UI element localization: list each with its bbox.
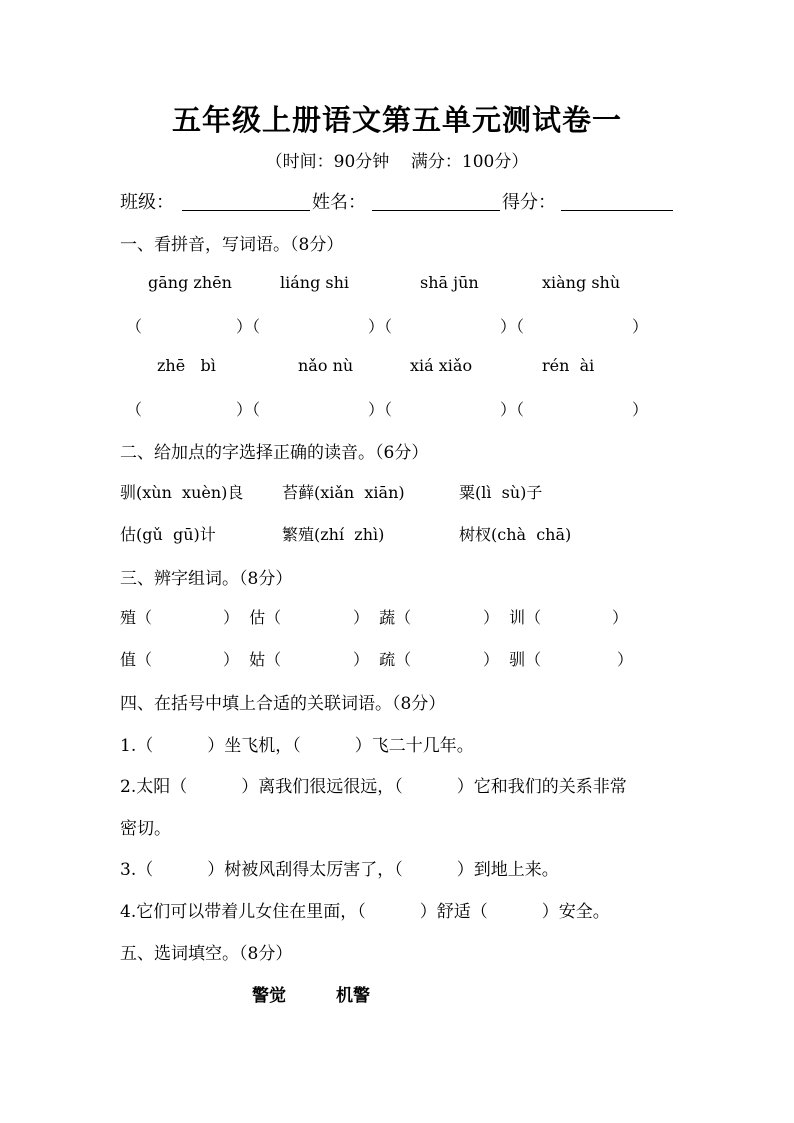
question-3: 3.（ ）树被风刮得太厉害了，（ ）到地上来。 <box>120 860 559 880</box>
word-group-item: ） <box>617 650 634 669</box>
reading-choice: 繁殖(zhí zhì) <box>282 525 385 544</box>
question-2-continued: 密切。 <box>120 819 171 839</box>
answer-bracket-join: ）（ <box>500 400 525 419</box>
pinyin-item: xiàng shù <box>542 273 621 292</box>
question-2: 2.太阳（ ）离我们很远很远，（ ）它和我们的关系非常 <box>120 777 627 797</box>
word-group-item: ） <box>612 608 629 627</box>
section1-heading: 一、看拼音，写词语。（8分） <box>120 235 344 255</box>
pinyin-item: xiá xiǎo <box>410 356 473 375</box>
word-group-item: ） 估（ <box>223 608 282 627</box>
answer-bracket-close: ） <box>632 317 649 336</box>
score-field-line[interactable] <box>561 210 673 211</box>
reading-choice: 树杈(chà chā) <box>459 525 572 544</box>
word-group-item: ） 蔬（ <box>353 608 412 627</box>
exam-subtitle: （时间：90分钟 满分：100分） <box>265 152 529 172</box>
section4-heading: 四、在括号中填上合适的关联词语。（8分） <box>120 694 446 714</box>
class-label: 班级： <box>120 192 174 213</box>
word-group-item: ） 驯（ <box>483 650 542 669</box>
answer-bracket-join: ）（ <box>236 317 261 336</box>
score-label: 得分： <box>502 192 556 213</box>
answer-bracket-open: （ <box>126 400 143 419</box>
class-field-line[interactable] <box>182 210 310 211</box>
reading-choice: 苔藓(xiǎn xiān) <box>282 483 405 502</box>
word-group-item: 值（ <box>120 650 153 669</box>
section3-heading: 三、辨字组词。（8分） <box>120 569 293 589</box>
answer-bracket-join: ）（ <box>368 317 393 336</box>
pinyin-item: nǎo nù <box>298 356 354 375</box>
page-title: 五年级上册语文第五单元测试卷一 <box>171 103 622 137</box>
pinyin-item: zhē bì <box>157 356 216 375</box>
section5-heading: 五、选词填空。（8分） <box>120 944 293 964</box>
pinyin-item: shā jūn <box>420 273 479 292</box>
word-group-item: ） 训（ <box>483 608 542 627</box>
word-group-item: 殖（ <box>120 608 153 627</box>
word-choice: 机警 <box>336 986 370 1006</box>
reading-choice: 估(gǔ gū)计 <box>120 525 216 544</box>
name-label: 姓名： <box>312 192 366 213</box>
question-1: 1.（ ）坐飞机，（ ）飞二十几年。 <box>120 736 474 756</box>
pinyin-item: gāng zhēn <box>148 273 232 292</box>
reading-choice: 粟(lì sù)子 <box>459 483 543 502</box>
word-group-item: ） 姑（ <box>223 650 282 669</box>
question-4: 4.它们可以带着儿女住在里面，（ ）舒适（ ）安全。 <box>120 902 610 922</box>
word-choice: 警觉 <box>252 986 286 1006</box>
answer-bracket-join: ）（ <box>236 400 261 419</box>
answer-bracket-join: ）（ <box>500 317 525 336</box>
word-group-item: ） 疏（ <box>353 650 412 669</box>
name-field-line[interactable] <box>372 210 500 211</box>
section2-heading: 二、给加点的字选择正确的读音。（6分） <box>120 443 429 463</box>
pinyin-item: liáng shi <box>280 273 350 292</box>
reading-choice: 驯(xùn xuèn)良 <box>120 483 244 502</box>
answer-bracket-open: （ <box>126 317 143 336</box>
pinyin-item: rén ài <box>542 356 595 375</box>
answer-bracket-close: ） <box>632 400 649 419</box>
answer-bracket-join: ）（ <box>368 400 393 419</box>
